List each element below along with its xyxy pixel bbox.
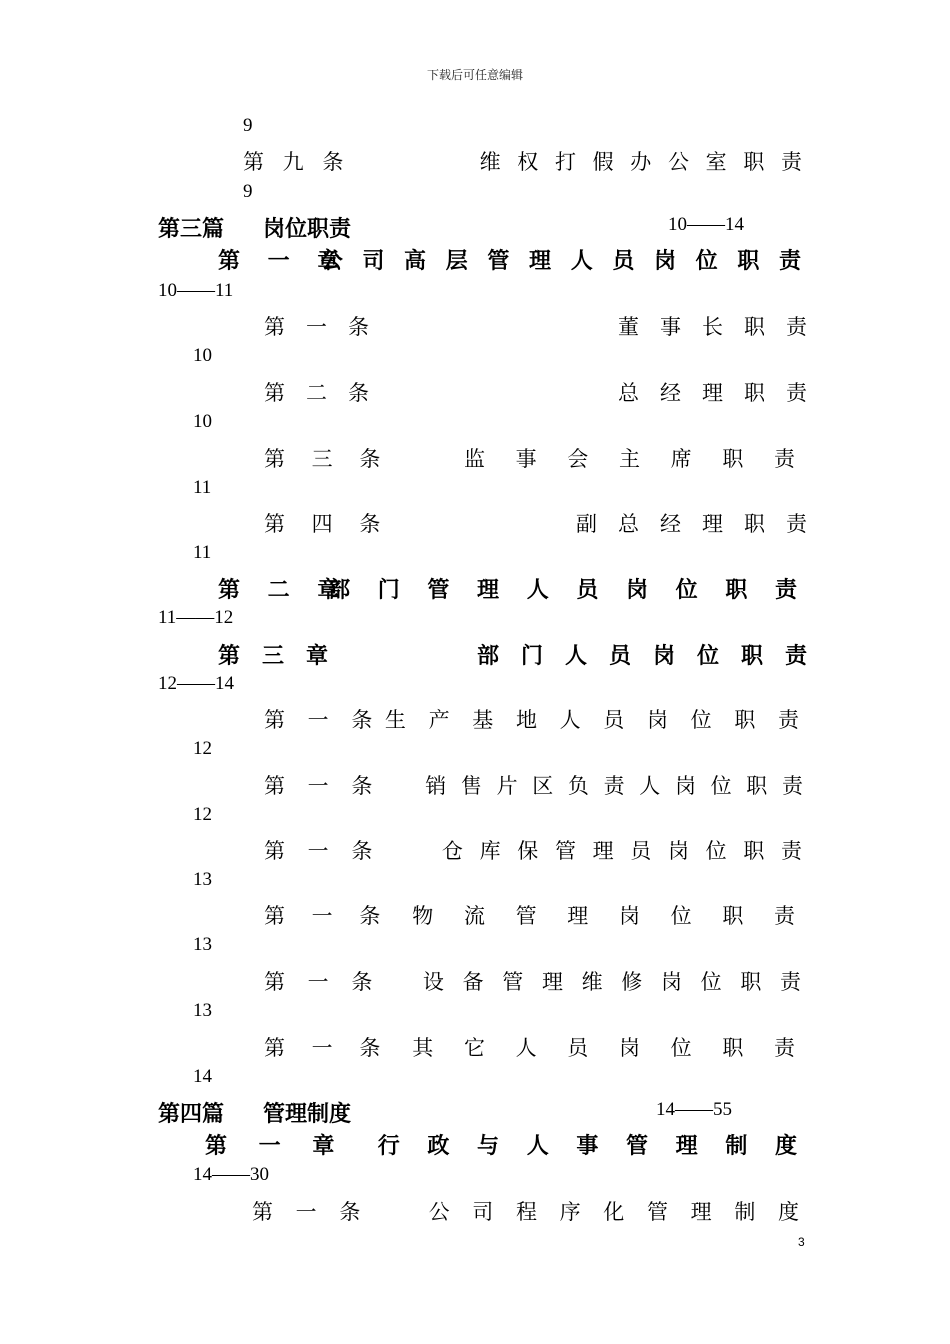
toc-article-label: 第 一 条 [264, 839, 381, 863]
toc-part-heading [158, 1097, 352, 1128]
toc-page-number: 9 [243, 115, 253, 136]
toc-chapter-label: 第 二 章 [218, 578, 350, 603]
toc-article-title: 设 备 管 理 维 修 岗 位 职 责 [422, 970, 807, 994]
toc-chapter-label: 第 一 章 [205, 1134, 347, 1159]
toc-article-title: 其 它 人 员 岗 位 职 责 [412, 1036, 807, 1060]
toc-article-label: 第 一 条 [264, 970, 381, 994]
toc-part-heading [158, 212, 352, 243]
toc-article-title: 销 售 片 区 负 责 人 岗 位 职 责 [425, 774, 807, 798]
toc-page-number: 12 [193, 738, 212, 759]
toc-chapter-label: 第 一 章 [218, 249, 350, 274]
toc-page-number: 13 [193, 934, 212, 955]
toc-part-title: 岗位职责 [263, 217, 352, 242]
toc-page-number: 10 [193, 411, 212, 432]
toc-article-title: 维 权 打 假 办 公 室 职 责 [479, 150, 807, 174]
toc-article-title: 公 司 程 序 化 管 理 制 度 [428, 1200, 807, 1224]
toc-article-title: 董 事 长 职 责 [618, 315, 807, 339]
toc-page-number: 14 [193, 1066, 212, 1087]
toc-chapter-title: 行 政 与 人 事 管 理 制 度 [377, 1134, 807, 1159]
toc-article-title: 生 产 基 地 人 员 岗 位 职 责 [384, 708, 807, 732]
toc-article-title: 仓 库 保 管 理 员 岗 位 职 责 [441, 839, 807, 863]
toc-article-label: 第 一 条 [264, 904, 391, 928]
toc-page-number: 10 [193, 345, 212, 366]
toc-article-title: 监 事 会 主 席 职 责 [463, 447, 807, 471]
toc-chapter-range: 14——30 [193, 1164, 269, 1185]
toc-chapter-label: 第 三 章 [218, 644, 329, 669]
toc-article-label: 第 一 条 [264, 774, 381, 798]
toc-page-number: 12 [193, 804, 212, 825]
toc-article-label: 第 四 条 [264, 512, 391, 536]
page-header: 下载后可任意编辑 [426, 68, 523, 82]
toc-chapter-title: 公 司 高 层 管 理 人 员 岗 位 职 责 [320, 249, 807, 274]
toc-article-label: 第 一 条 [264, 1036, 391, 1060]
toc-article-label: 第 二 条 [264, 381, 369, 405]
page-number: 3 [798, 1235, 805, 1249]
toc-part-label: 第四篇 [158, 1102, 225, 1127]
toc-chapter-range: 12——14 [158, 673, 234, 694]
toc-part-title: 管理制度 [263, 1102, 352, 1127]
toc-article-title: 副 总 经 理 职 责 [576, 512, 807, 536]
toc-page-number: 11 [193, 542, 212, 563]
toc-page-number: 11 [193, 477, 212, 498]
toc-page-number: 13 [193, 1000, 212, 1021]
toc-chapter-range: 10——11 [158, 280, 234, 301]
toc-article-label: 第 一 条 [252, 1200, 369, 1224]
toc-article-title: 总 经 理 职 责 [618, 381, 807, 405]
toc-chapter-title: 部 门 人 员 岗 位 职 责 [476, 644, 807, 669]
toc-part-label: 第三篇 [158, 217, 225, 242]
toc-page-number: 9 [243, 181, 253, 202]
toc-chapter-title: 部 门 管 理 人 员 岗 位 职 责 [328, 578, 807, 603]
toc-article-label: 第 一 条 [264, 315, 369, 339]
toc-article-label: 第 一 条 [264, 708, 381, 732]
toc-article-title: 物 流 管 理 岗 位 职 责 [412, 904, 807, 928]
toc-page-number: 13 [193, 869, 212, 890]
toc-part-range: 10——14 [668, 214, 744, 235]
toc-part-range: 14——55 [656, 1099, 732, 1120]
toc-article-label: 第 三 条 [264, 447, 391, 471]
toc-chapter-range: 11——12 [158, 607, 234, 628]
toc-article-label: 第 九 条 [243, 150, 350, 174]
